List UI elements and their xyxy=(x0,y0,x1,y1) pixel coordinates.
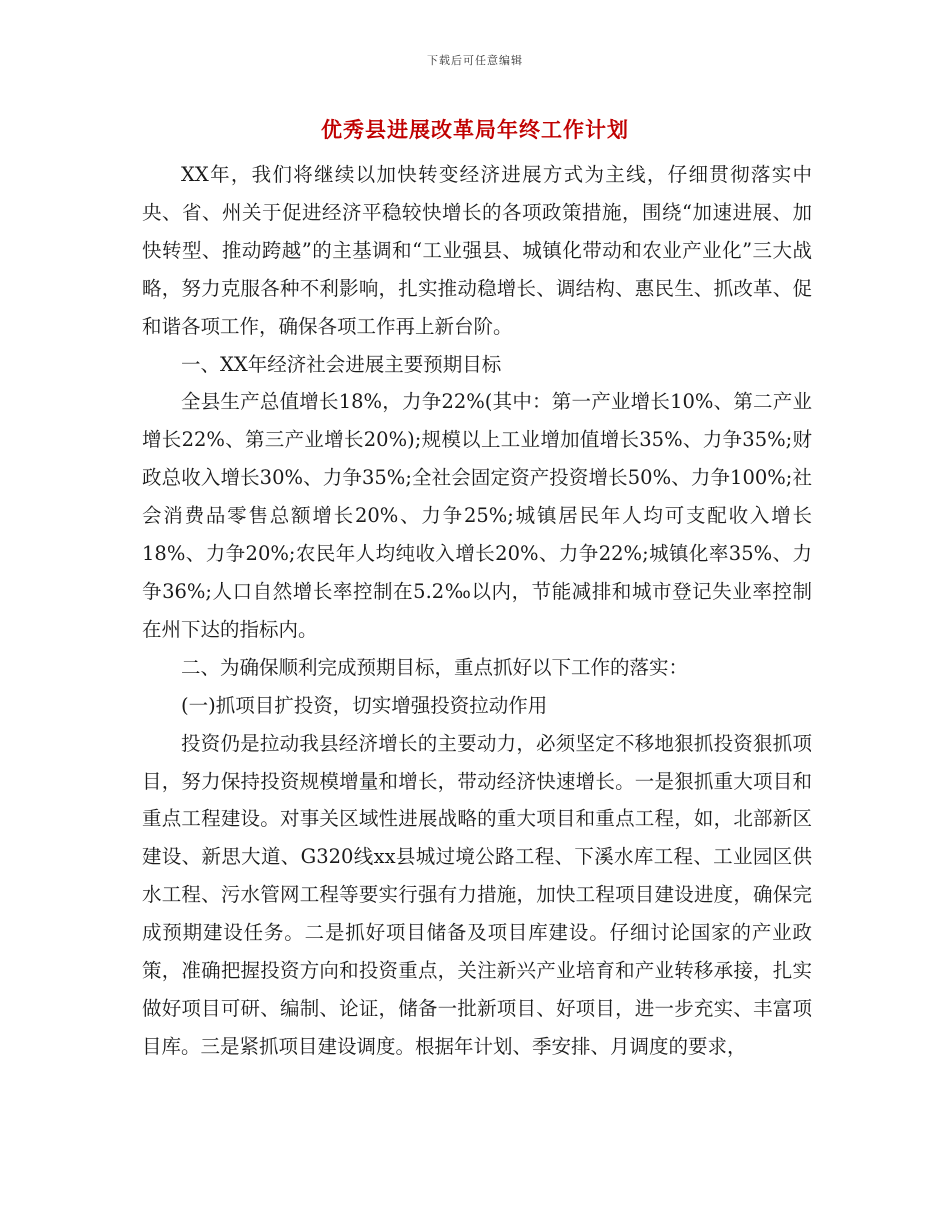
document-body xyxy=(142,156,812,1066)
paragraph-goals: 全县生产总值增长18%，力争22%(其中：第一产业增长10%、第二产业增长22%、第三产业增长20%);规模以上工业增加值增长35%、力争35%;财政总收入增长30%、力争35%;全社会固定资产投资增长50%、力争100%;社会消费品零售总额增长20%、力争25%;城镇居民年人均可支配收入增长18%、力争20%;农民年人均纯收入增长20%、力争22%;城镇化率35%、力争36%;人口自然增长率控制在5.2‰以内，节能减排和城市登记失业率控制在州下达的指标内。 xyxy=(142,390,812,641)
header-note: 下载后可任意编辑 xyxy=(427,54,523,67)
document-title: 优秀县进展改革局年终工作计划 xyxy=(321,117,629,142)
paragraph-intro: XX年，我们将继续以加快转变经济进展方式为主线，仔细贯彻落实中央、省、州关于促进经济平稳较快增长的各项政策措施，围绕“加速进展、加快转型、推动跨越”的主基调和“工业强县、城镇化带动和农业产业化”三大战略，努力克服各种不利影响，扎实推动稳增长、调结构、惠民生、抓改革、促和谐各项工作，确保各项工作再上新台阶。 xyxy=(142,163,812,338)
section-heading-goals: 一、XX年经济社会进展主要预期目标 xyxy=(181,352,502,376)
subsection-heading-investment: (一)抓项目扩投资，切实增强投资拉动作用 xyxy=(181,693,548,717)
paragraph-investment: 投资仍是拉动我县经济增长的主要动力，必须坚定不移地狠抓投资狠抓项目，努力保持投资规模增量和增长，带动经济快速增长。一是狠抓重大项目和重点工程建设。对事关区域性进展战略的重大项目和重点工程，如，北部新区建设、新思大道、G320线xx县城过境公路工程、下溪水库工程、工业园区供水工程、污水管网工程等要实行强有力措施，加快工程项目建设进度，确保完成预期建设任务。二是抓好项目储备及项目库建设。仔细讨论国家的产业政策，准确把握投资方向和投资重点，关注新兴产业培育和产业转移承接，扎实做好项目可研、编制、论证，储备一批新项目、好项目，进一步充实、丰富项目库。三是紧抓项目建设调度。根据年计划、季安排、月调度的要求， xyxy=(142,731,812,1058)
section-heading-measures: 二、为确保顺利完成预期目标，重点抓好以下工作的落实： xyxy=(181,655,689,679)
